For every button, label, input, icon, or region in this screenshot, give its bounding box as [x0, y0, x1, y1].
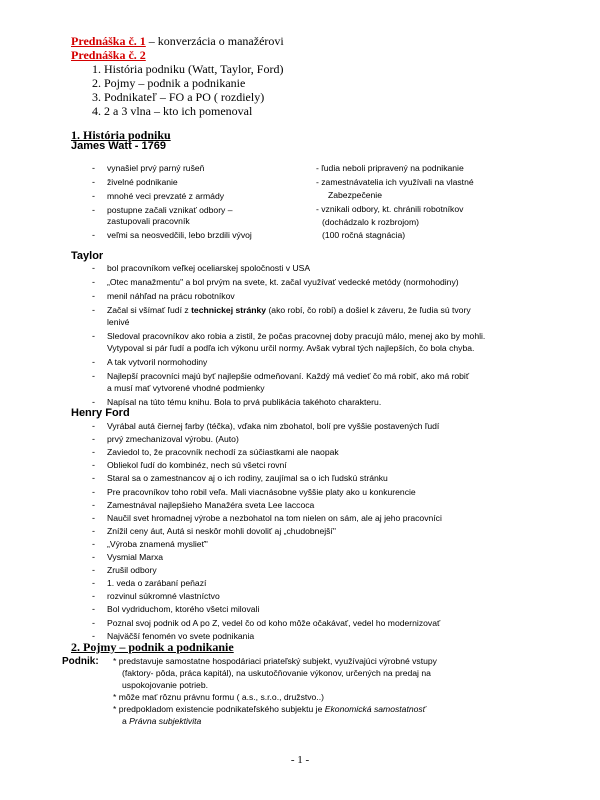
list-item: Zrušil odbory: [107, 565, 157, 575]
bullet-dash: -: [92, 291, 95, 301]
list-item: Znížil ceny áut, Autá si neskôr mohli dovoliť aj „chudobnejší": [107, 526, 336, 536]
bullet-dash: -: [92, 163, 95, 173]
list-item: Vyrábal autá čiernej farby (téčka), vďaka nim zbohatol, bolí pre vyššie postavených ľudí: [107, 421, 440, 431]
bullet-dash: -: [92, 277, 95, 287]
list-item: veľmi sa neosvedčili, lebo brzdili vývoj: [107, 230, 252, 240]
intro-list-item: 3. Podnikateľ – FO a PO ( rozdiely): [92, 90, 265, 104]
list-item: [107, 305, 471, 316]
bullet-dash: -: [92, 578, 95, 588]
list-item: Staral sa o zamestnancov aj o ich rodiny, zaujímal sa o ich ľudskú stránku: [107, 473, 388, 483]
bullet-dash: -: [92, 618, 95, 628]
bullet-dash: -: [92, 305, 95, 315]
intro-line-2: [71, 48, 146, 62]
definition-line: * môže mať rôznu právnu formu ( a.s., s.r.o., družstvo..): [113, 692, 324, 702]
bold-phrase: technickej stránky: [191, 305, 267, 315]
bullet-dash: -: [92, 230, 95, 240]
list-item: Pre pracovníkov toho robil veľa. Mali viacnásobne vyššie platy ako u konkurencie: [107, 487, 416, 497]
list-item: rozvinul súkromné vlastníctvo: [107, 591, 220, 601]
bullet-dash: -: [92, 526, 95, 536]
bullet-dash: -: [92, 565, 95, 575]
list-item: Obliekol ľudí do kombinéz, nech sú všetci rovní: [107, 460, 287, 470]
intro-list-item: 2. Pojmy – podnik a podnikanie: [92, 76, 246, 90]
definition-line: [122, 716, 201, 727]
list-item: postupne začali vznikať odbory –: [107, 205, 233, 215]
list-item: menil náhľad na prácu robotníkov: [107, 291, 235, 301]
watt-heading: James Watt - 1769: [71, 140, 166, 152]
list-item: „Výroba znamená myslieť": [107, 539, 208, 549]
intro-list-item: 4. 2 a 3 vlna – kto ich pomenoval: [92, 104, 253, 118]
definition-line: [113, 704, 426, 715]
lecture-1-link[interactable]: Prednáška č. 1: [71, 34, 146, 48]
list-item-continuation: zastupovali pracovník: [107, 216, 190, 226]
lecture-2-link[interactable]: Prednáška č. 2: [71, 48, 146, 62]
list-item: živelné podnikanie: [107, 177, 178, 187]
bullet-dash: -: [92, 591, 95, 601]
list-item: vynašiel prvý parný rušeň: [107, 163, 205, 173]
list-item: Napísal na túto tému knihu. Bola to prvá publikácia takéhoto charakteru.: [107, 397, 382, 407]
list-item-continuation: Vytypoval si pár ľudí a podľa ich výkonu určil normy. Avšak vybral tých najlepších, čo bola chyba.: [107, 343, 475, 353]
taylor-heading: Taylor: [71, 250, 104, 262]
intro-line-1-text: – konverzácia o manažérovi: [145, 34, 284, 48]
list-item: „Otec manažmentu" a bol prvým na svete, kt. začal využívať vedecké metódy (normohodiny): [107, 277, 459, 287]
bullet-dash: -: [92, 447, 95, 457]
bullet-dash: -: [92, 263, 95, 273]
list-item: Zamestnával najlepšieho Manažéra sveta Lee Iaccoca: [107, 500, 315, 510]
bullet-dash: -: [92, 473, 95, 483]
bullet-dash: -: [92, 371, 95, 381]
bullet-dash: -: [92, 604, 95, 614]
list-item: prvý zmechanizoval výrobu. (Auto): [107, 434, 239, 444]
bullet-dash: -: [92, 500, 95, 510]
list-item-text: Začal si všímať ľudí z: [107, 305, 192, 315]
list-item-continuation: (100 ročná stagnácia): [322, 230, 406, 240]
list-item-continuation: a musí mať vytvorené vhodné podmienky: [107, 383, 265, 393]
ford-heading: Henry Ford: [71, 407, 130, 419]
list-item-text: (ako robí, čo robí) a došiel k záveru, že ľudia sú tvory: [266, 305, 471, 315]
definition-line: * predstavuje samostatne hospodáriaci priateľský subjekt, využívajúci výrobné vstupy: [113, 656, 437, 666]
list-item: - zamestnávatelia ich využívali na vlastné: [316, 177, 474, 187]
bullet-dash: -: [92, 191, 95, 201]
bullet-dash: -: [92, 177, 95, 187]
list-item: mnohé veci prevzaté z armády: [107, 191, 225, 201]
bullet-dash: -: [92, 434, 95, 444]
bullet-dash: -: [92, 487, 95, 497]
bullet-dash: -: [92, 421, 95, 431]
list-item: Najväčší fenomén vo svete podnikania: [107, 631, 255, 641]
intro-list-item: 1. História podniku (Watt, Taylor, Ford): [92, 62, 284, 76]
list-item: Najlepší pracovníci majú byť najlepšie odmeňovaní. Každý má vedieť čo má robiť, ako má robiť: [107, 371, 470, 381]
bullet-dash: -: [92, 631, 95, 641]
podnik-label: Podnik:: [62, 656, 99, 667]
bullet-dash: -: [92, 331, 95, 341]
italic-term: Právna subjektivita: [129, 716, 202, 726]
intro-line-1: [71, 34, 284, 48]
list-item: A tak vytvoril normohodiny: [107, 357, 208, 367]
list-item: Zaviedol to, že pracovník nechodí za súčiastkami ale naopak: [107, 447, 339, 457]
definition-text: a: [122, 716, 130, 726]
bullet-dash: -: [92, 539, 95, 549]
bullet-dash: -: [92, 205, 95, 215]
list-item: Vysmial Marxa: [107, 552, 164, 562]
definition-line: (faktory- pôda, práca kapitál), na uskutočňovanie výkonov, určených na predaj na: [122, 668, 431, 678]
bullet-dash: -: [92, 357, 95, 367]
list-item-continuation: lenivé: [107, 317, 130, 327]
definition-line: uspokojovanie potrieb.: [122, 680, 208, 690]
italic-term: Ekonomická samostatnosť: [324, 704, 426, 714]
list-item: Sledoval pracovníkov ako robia a zistil, že počas pracovnej doby pracujú málo, menej ako by mohli.: [107, 331, 486, 341]
list-item: 1. veda o zarábaní peňazí: [107, 578, 207, 588]
bullet-dash: -: [92, 460, 95, 470]
bullet-dash: -: [92, 513, 95, 523]
bullet-dash: -: [92, 552, 95, 562]
list-item: Bol vydriduchom, ktorého všetci milovali: [107, 604, 260, 614]
section-2-heading: 2. Pojmy – podnik a podnikanie: [71, 640, 234, 654]
list-item: - ľudia neboli pripravený na podnikanie: [316, 163, 464, 173]
definition-text: * predpokladom existencie podnikateľského subjektu je: [113, 704, 325, 714]
list-item-continuation: Zabezpečenie: [328, 190, 382, 200]
list-item: bol pracovníkom veľkej oceliarskej spoločnosti v USA: [107, 263, 311, 273]
list-item: Poznal svoj podnik od A po Z, vedel čo od koho môže očakávať, vedel ho modernizovať: [107, 618, 441, 628]
section-1-heading: 1. História podniku: [71, 128, 171, 142]
list-item: Naučil svet hromadnej výrobe a nezbohatol na tom nielen on sám, ale aj jeho pracovníci: [107, 513, 442, 523]
list-item-continuation: (dochádzalo k rozbrojom): [322, 217, 419, 227]
list-item: - vznikali odbory, kt. chránili robotníkov: [316, 204, 464, 214]
bullet-dash: -: [92, 397, 95, 407]
page-number: - 1 -: [290, 754, 310, 766]
